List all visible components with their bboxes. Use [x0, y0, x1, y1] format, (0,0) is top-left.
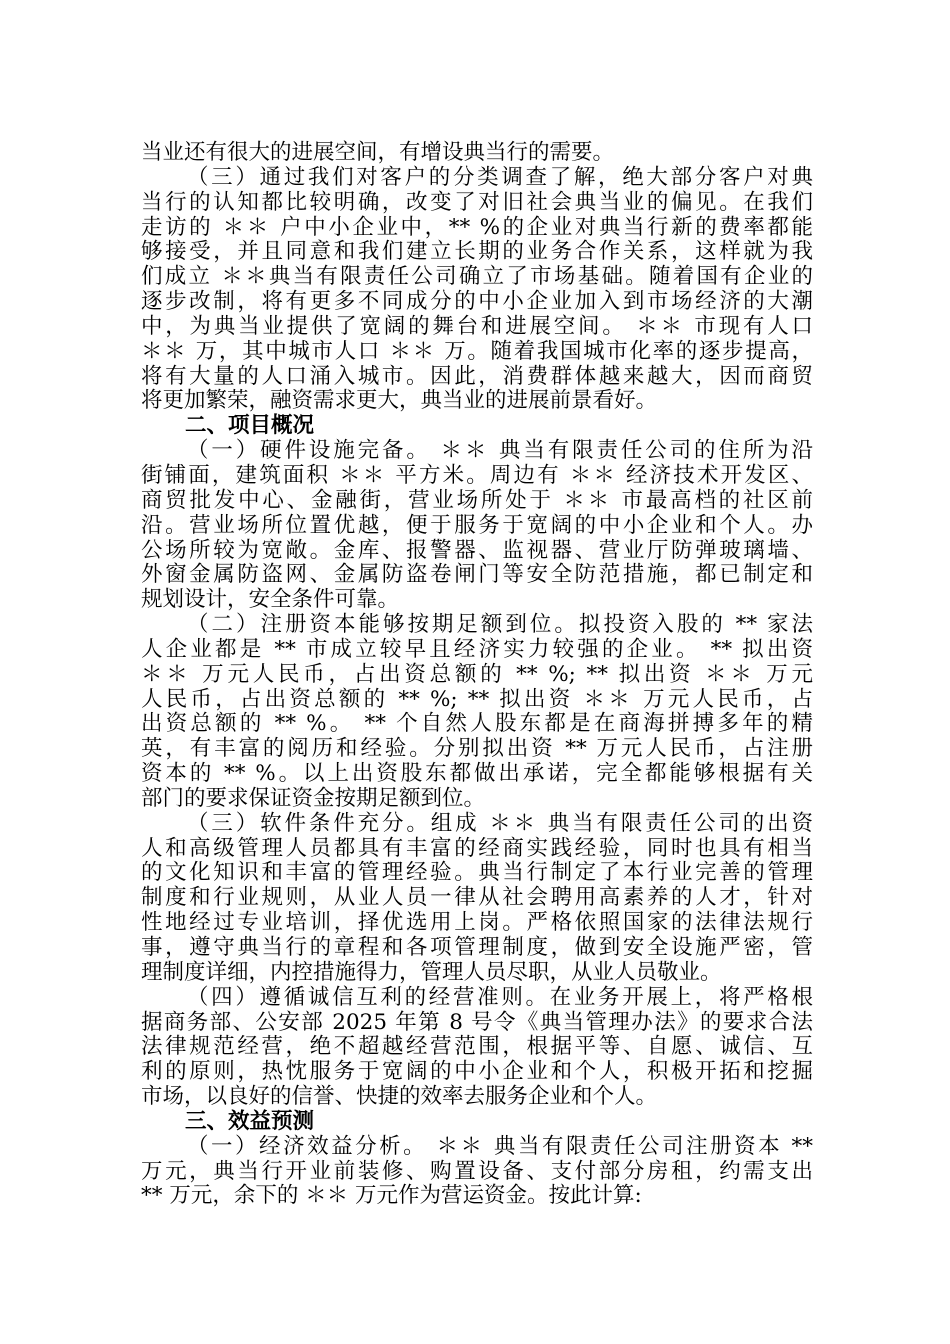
text-line: （一）经济效益分析。 ＊＊ 典当有限责任公司注册资本 ** [187, 1133, 813, 1159]
text-line: （三）通过我们对客户的分类调查了解，绝大部分客户对典 [187, 164, 813, 190]
text-line: 英，有丰富的阅历和经验。分别拟出资 ** 万元人民币，占注册 [141, 736, 813, 762]
document-body [141, 141, 813, 1209]
text-line: 逐步改制，将有更多不同成分的中小企业加入到市场经济的大潮 [141, 289, 813, 315]
text-line: 万元，典当行开业前装修、购置设备、支付部分房租，约需支出 [141, 1158, 813, 1184]
text-line: 部门的要求保证资金按期足额到位。 [141, 785, 486, 811]
text-line: 市场，以良好的信誉、快捷的效率去服务企业和个人。 [141, 1084, 658, 1110]
text-line: 人和高级管理人员都具有丰富的经商实践经验，同时也具有相当 [141, 835, 813, 861]
text-line: 人企业都是 ** 市成立较早且经济实力较强的企业。 ** 拟出资 [141, 636, 813, 662]
text-line: 性地经过专业培训，择优选用上岗。严格依照国家的法律法规行 [141, 910, 813, 936]
text-line: 街铺面，建筑面积 ＊＊ 平方米。周边有 ＊＊ 经济技术开发区、 [141, 462, 813, 488]
text-line: 利的原则，热忱服务于宽阔的中小企业和个人，积极开拓和挖掘 [141, 1059, 813, 1085]
text-line: 当行的认知都比较明确，改变了对旧社会典当业的偏见。在我们 [141, 189, 813, 215]
section-heading: 三、效益预测 [185, 1108, 315, 1134]
text-line: （一）硬件设施完备。 ＊＊ 典当有限责任公司的住所为沿 [187, 438, 813, 464]
text-line: 资本的 ** %。以上出资股东都做出承诺，完全都能够根据有关 [141, 761, 813, 787]
text-line: 将更加繁荣，融资需求更大，典当业的进展前景看好。 [141, 388, 658, 414]
text-line: ** 万元，余下的 ＊＊ 万元作为营运资金。按此计算: [141, 1183, 642, 1209]
text-line: 够接受，并且同意和我们建立长期的业务合作关系，这样就为我 [141, 239, 813, 265]
text-line: （二）注册资本能够按期足额到位。拟投资入股的 ** 家法 [187, 612, 813, 638]
text-line: 事，遵守典当行的章程和各项管理制度，做到安全设施严密，管 [141, 935, 813, 960]
text-line: 沿。营业场所位置优越，便于服务于宽阔的中小企业和个人。办 [141, 512, 813, 538]
text-line: 外窗金属防盗网、金属防盗卷闸门等安全防范措施，都已制定和 [141, 562, 813, 588]
text-line: 出资总额的 ** %。 ** 个自然人股东都是在商海拼搏多年的精 [141, 711, 813, 737]
text-line: ＊＊ 万，其中城市人口 ＊＊ 万。随着我国城市化率的逐步提高， [141, 338, 813, 364]
text-line: 商贸批发中心、金融街，营业场所处于 ＊＊ 市最高档的社区前 [141, 487, 813, 513]
text-line: 据商务部、公安部 2025 年第 8 号令《典当管理办法》的要求合法 [141, 1009, 813, 1035]
text-line: 公场所较为宽敞。金库、报警器、监视器、营业厅防弹玻璃墙、 [141, 537, 813, 563]
text-line: 将有大量的人口涌入城市。因此，消费群体越来越大，因而商贸 [141, 363, 813, 389]
text-line: 走访的 ＊＊ 户中小企业中，** %的企业对典当行新的费率都能 [141, 214, 813, 240]
text-line: 理制度详细，内控措施得力，管理人员尽职，从业人员敬业。 [141, 959, 722, 985]
text-line: 规划设计，安全条件可靠。 [141, 587, 400, 613]
text-line: ＊＊ 万元人民币，占出资总额的 ** %; ** 拟出资 ＊＊ 万元 [141, 661, 813, 687]
section-heading: 二、项目概况 [185, 413, 315, 439]
text-line: 的文化知识和丰富的管理经验。典当行制定了本行业完善的管理 [141, 860, 813, 886]
text-line: 法律规范经营，绝不超越经营范围，根据平等、自愿、诚信、互 [141, 1034, 813, 1060]
text-line: 们成立 ＊＊典当有限责任公司确立了市场基础。随着国有企业的 [141, 264, 813, 290]
text-line: （四）遵循诚信互利的经营准则。在业务开展上，将严格根 [187, 984, 813, 1010]
text-line: （三）软件条件充分。组成 ＊＊ 典当有限责任公司的出资 [187, 810, 813, 836]
text-line: 制度和行业规则，从业人员一律从社会聘用高素养的人才，针对 [141, 885, 813, 911]
text-line: 当业还有很大的进展空间，有增设典当行的需要。 [141, 140, 615, 165]
text-line: 人民币，占出资总额的 ** %; ** 拟出资 ＊＊ 万元人民币，占 [141, 686, 813, 712]
text-line: 中，为典当业提供了宽阔的舞台和进展空间。 ＊＊ 市现有人口 [141, 313, 813, 339]
